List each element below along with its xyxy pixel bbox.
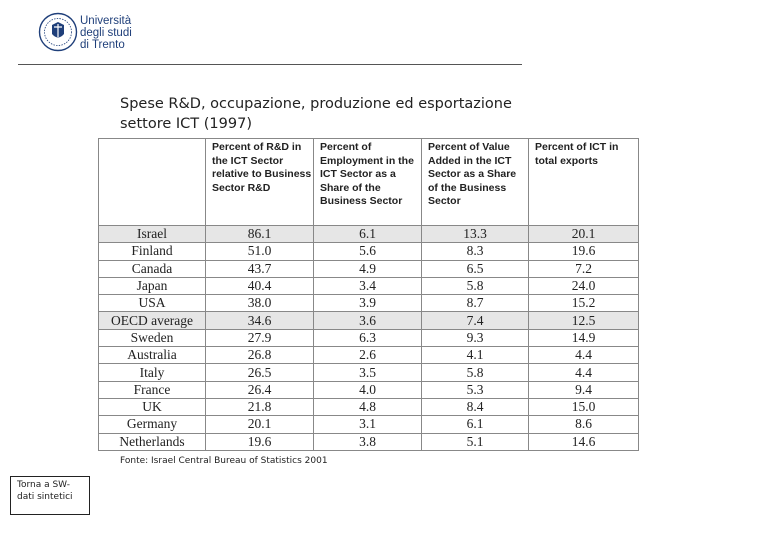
value-cell: 3.5 [314,364,422,381]
table-row [99,226,639,243]
table-row [99,347,639,364]
table-row [99,295,639,312]
table-row [99,277,639,294]
value-cell: 5.3 [422,381,529,398]
value-cell: 51.0 [206,243,314,260]
value-cell: 4.8 [314,398,422,415]
column-header: Percent of Value Added in the ICT Sector as a Share of the Business Sector [422,139,529,226]
value-cell: 15.2 [529,295,639,312]
value-cell: 5.8 [422,364,529,381]
value-cell: 14.9 [529,329,639,346]
university-logo [38,12,78,52]
country-cell: Germany [99,416,206,433]
value-cell: 4.1 [422,347,529,364]
value-cell: 5.1 [422,433,529,450]
country-cell: Israel [99,226,206,243]
value-cell: 24.0 [529,277,639,294]
value-cell: 21.8 [206,398,314,415]
back-button-label: Torna a SW- dati sintetici [17,480,73,502]
value-cell: 8.6 [529,416,639,433]
value-cell: 7.2 [529,260,639,277]
table-header-row [99,139,639,226]
value-cell: 5.8 [422,277,529,294]
value-cell: 14.6 [529,433,639,450]
value-cell: 3.4 [314,277,422,294]
back-to-summary-button[interactable] [10,476,90,515]
country-cell: UK [99,398,206,415]
value-cell: 6.1 [422,416,529,433]
value-cell: 26.5 [206,364,314,381]
value-cell: 8.3 [422,243,529,260]
value-cell: 15.0 [529,398,639,415]
source-note: Fonte: Israel Central Bureau of Statistics 2001 [120,456,328,466]
value-cell: 13.3 [422,226,529,243]
column-header: Percent of ICT in total exports [529,139,639,226]
value-cell: 2.6 [314,347,422,364]
country-cell: Netherlands [99,433,206,450]
value-cell: 4.0 [314,381,422,398]
value-cell: 6.3 [314,329,422,346]
column-header: Percent of Employment in the ICT Sector as a Share of the Business Sector [314,139,422,226]
value-cell: 4.4 [529,347,639,364]
table-row [99,381,639,398]
value-cell: 3.8 [314,433,422,450]
value-cell: 38.0 [206,295,314,312]
country-cell: Canada [99,260,206,277]
country-cell: OECD average [99,312,206,329]
value-cell: 7.4 [422,312,529,329]
value-cell: 19.6 [529,243,639,260]
value-cell: 26.4 [206,381,314,398]
value-cell: 9.3 [422,329,529,346]
country-cell: USA [99,295,206,312]
value-cell: 20.1 [529,226,639,243]
slide-title [120,94,512,134]
table-row [99,329,639,346]
header-divider [18,64,522,65]
value-cell: 20.1 [206,416,314,433]
value-cell: 43.7 [206,260,314,277]
value-cell: 8.4 [422,398,529,415]
value-cell: 3.1 [314,416,422,433]
table-row [99,433,639,450]
value-cell: 6.1 [314,226,422,243]
country-cell: Italy [99,364,206,381]
value-cell: 4.4 [529,364,639,381]
university-line: Università [80,15,132,27]
table-row [99,398,639,415]
column-header: Percent of R&D in the ICT Sector relative to Business Sector R&D [206,139,314,226]
table-row [99,243,639,260]
value-cell: 86.1 [206,226,314,243]
ict-data-table [98,138,639,451]
value-cell: 8.7 [422,295,529,312]
country-cell: France [99,381,206,398]
value-cell: 19.6 [206,433,314,450]
value-cell: 3.6 [314,312,422,329]
value-cell: 4.9 [314,260,422,277]
value-cell: 26.8 [206,347,314,364]
country-cell: Japan [99,277,206,294]
country-cell: Australia [99,347,206,364]
country-cell: Sweden [99,329,206,346]
university-line: di Trento [80,39,125,51]
university-name [80,15,132,51]
table-row [99,416,639,433]
university-line: degli studi [80,27,132,39]
value-cell: 6.5 [422,260,529,277]
country-cell: Finland [99,243,206,260]
value-cell: 40.4 [206,277,314,294]
value-cell: 34.6 [206,312,314,329]
value-cell: 5.6 [314,243,422,260]
value-cell: 12.5 [529,312,639,329]
title-line: settore ICT (1997) [120,116,252,132]
value-cell: 27.9 [206,329,314,346]
table-row [99,260,639,277]
column-header [99,139,206,226]
value-cell: 3.9 [314,295,422,312]
title-line: Spese R&D, occupazione, produzione ed esportazione [120,96,512,112]
table-row [99,312,639,329]
value-cell: 9.4 [529,381,639,398]
table-row [99,364,639,381]
